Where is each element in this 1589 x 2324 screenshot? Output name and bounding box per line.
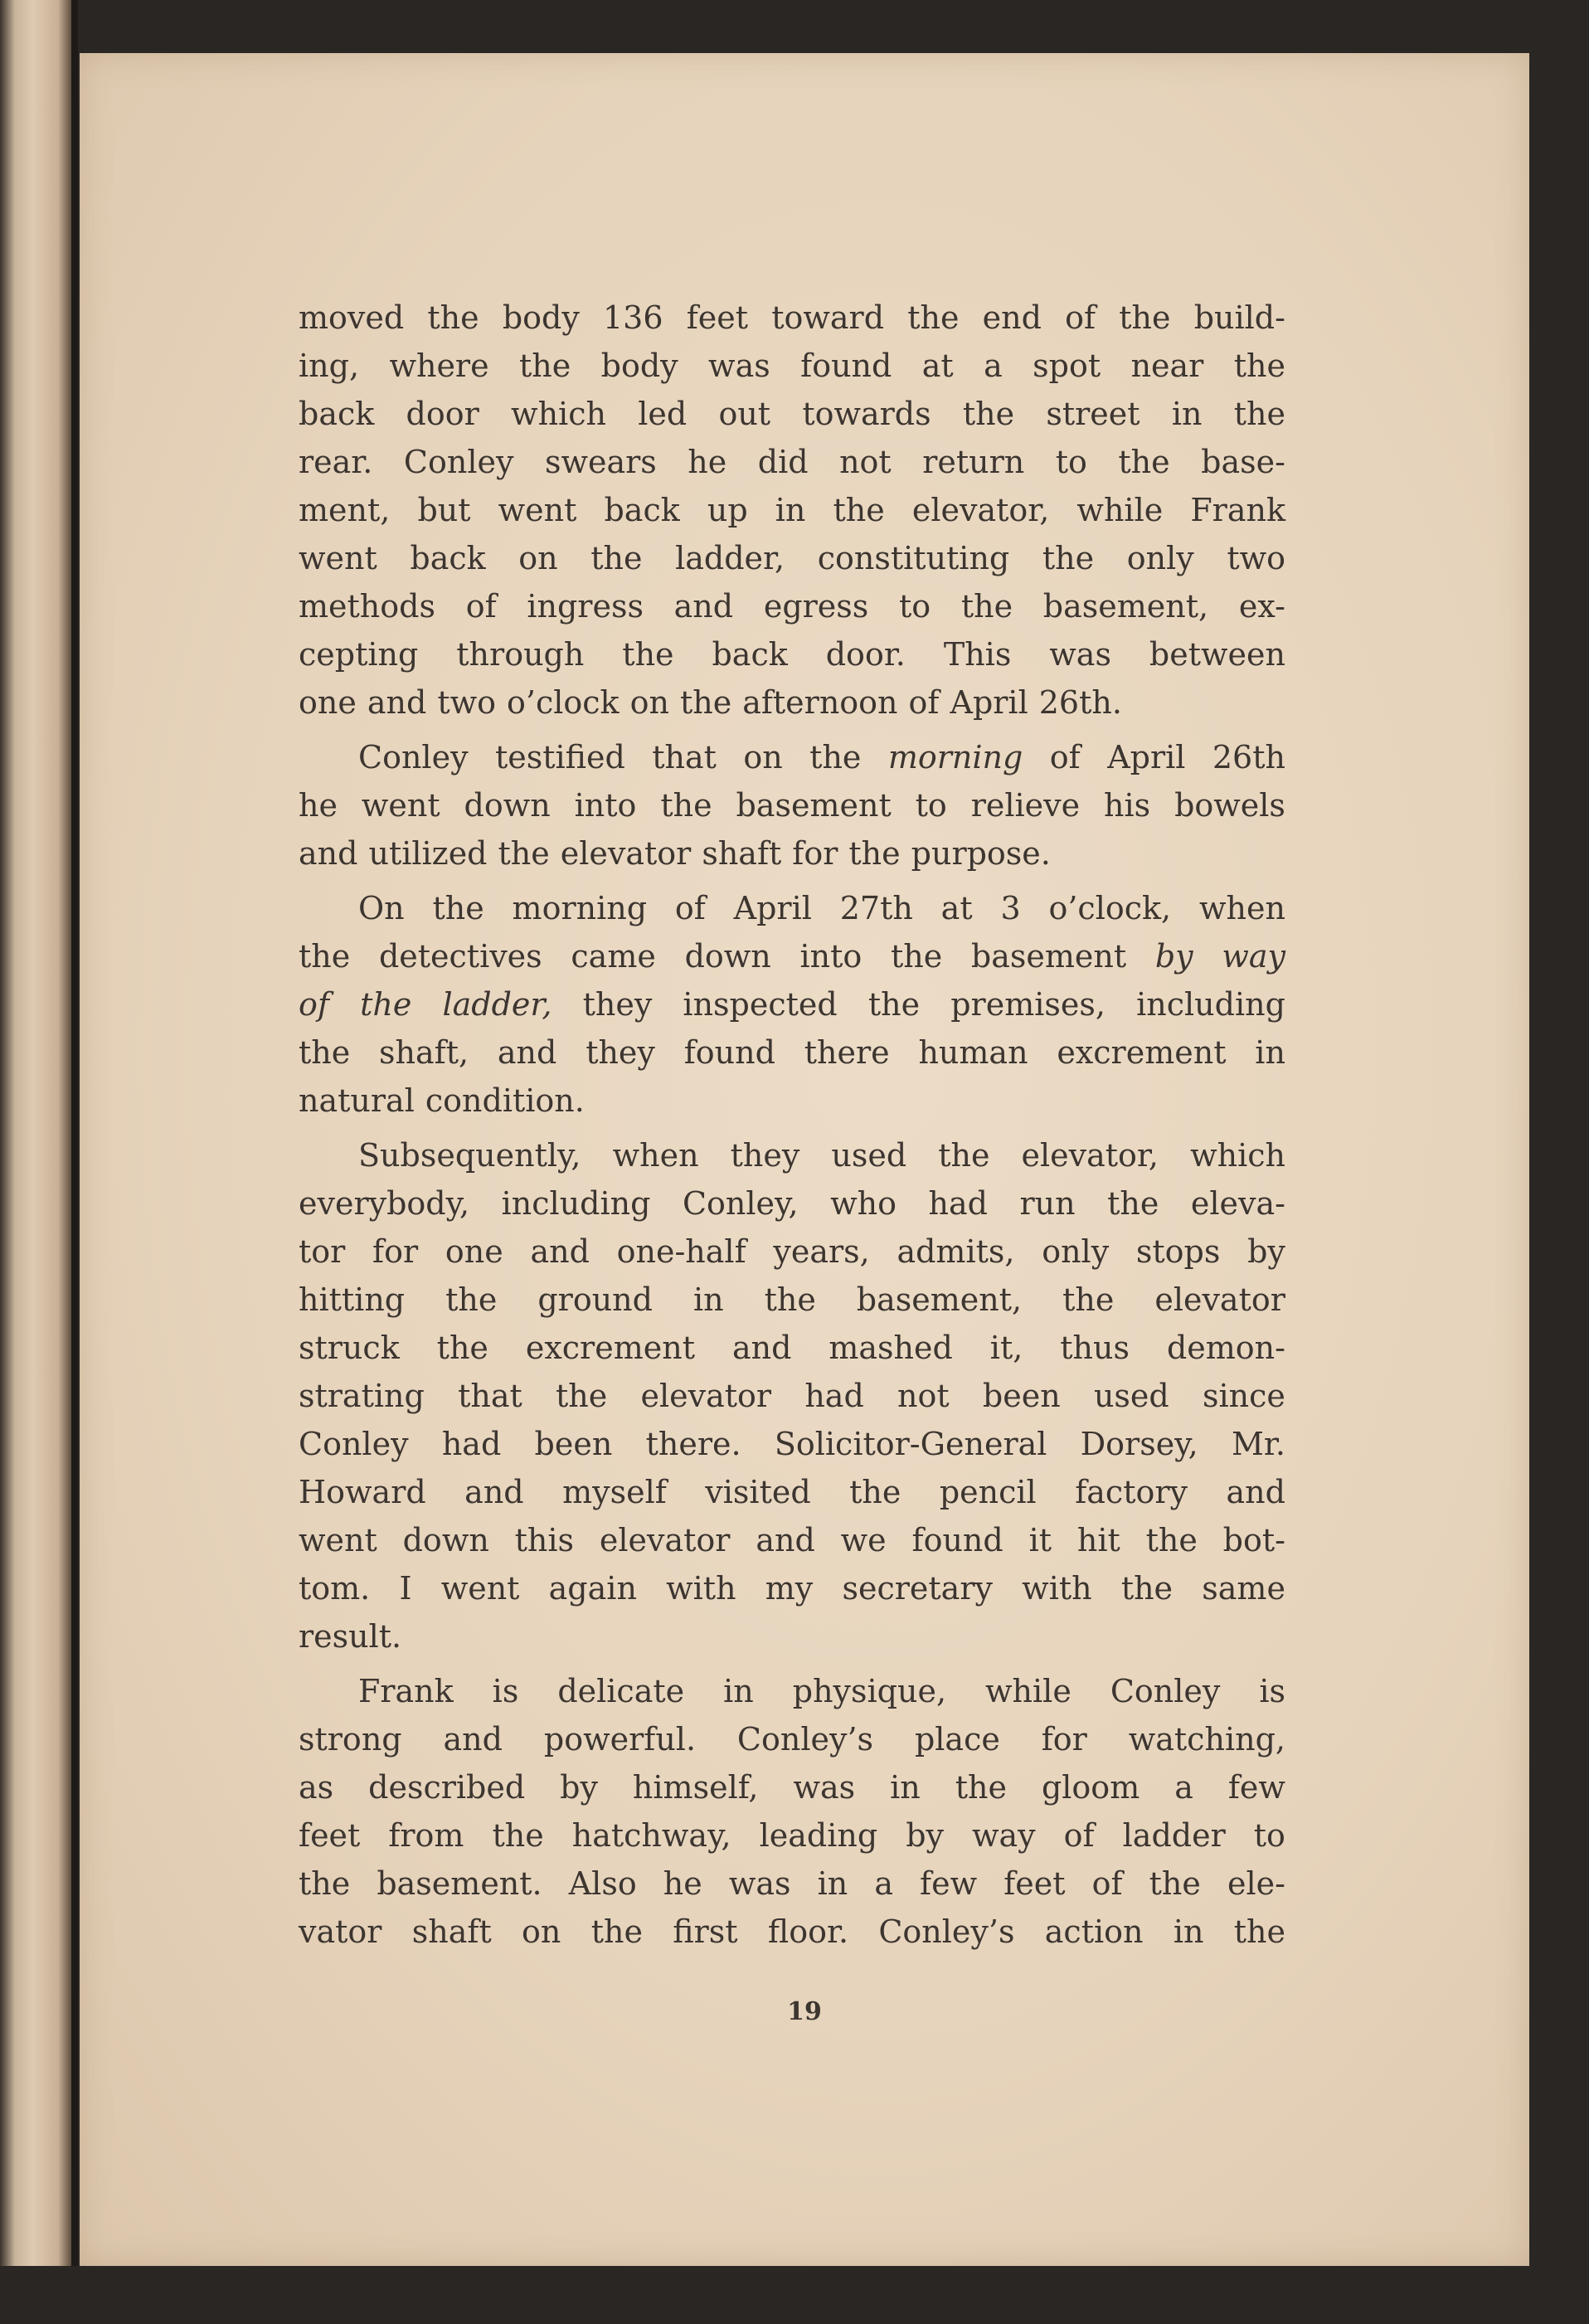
text-line: Subsequently, when they used the elevator, which <box>358 1137 1285 1174</box>
body-text <box>299 294 1285 1956</box>
text-line: one and two o’clock on the afternoon of April 26th. <box>299 684 1122 721</box>
text-line: Conley had been there. Solicitor-General Dorsey, Mr. <box>299 1426 1285 1462</box>
text-line: feet from the hatchway, leading by way of ladder to <box>299 1817 1285 1854</box>
paragraph <box>299 733 1285 878</box>
text-line: ment, but went back up in the elevator, while Frank <box>299 492 1285 528</box>
text-line: moved the body 136 feet toward the end of the build- <box>299 299 1285 336</box>
text-line: as described by himself, was in the gloom a few <box>299 1769 1285 1806</box>
text-line: Frank is delicate in physique, while Conley is <box>358 1673 1285 1709</box>
text-line: result. <box>299 1618 402 1655</box>
previous-page-edge <box>0 0 76 2324</box>
paragraph <box>299 884 1285 1125</box>
text-line: everybody, including Conley, who had run the eleva- <box>299 1185 1285 1222</box>
scan-bottom-border <box>0 2266 1589 2324</box>
text-line: vator shaft on the first floor. Conley’s action in the <box>299 1913 1285 1950</box>
paragraph <box>299 294 1285 727</box>
paragraph <box>299 1131 1285 1660</box>
text-line: struck the excrement and mashed it, thus demon- <box>299 1330 1285 1366</box>
binding-gutter <box>71 0 78 2324</box>
text-line: natural condition. <box>299 1082 585 1119</box>
text-line: of the ladder, they inspected the premises, including <box>299 986 1285 1023</box>
text-line: hitting the ground in the basement, the elevator <box>299 1281 1285 1318</box>
page-number: 19 <box>787 1997 822 2026</box>
text-line: the detectives came down into the basement by way <box>299 938 1285 975</box>
text-line: methods of ingress and egress to the basement, ex- <box>299 588 1285 625</box>
text-line: Howard and myself visited the pencil factory and <box>299 1474 1285 1510</box>
text-line: rear. Conley swears he did not return to the base- <box>299 444 1285 480</box>
text-line: back door which led out towards the street in the <box>299 396 1285 432</box>
text-line: strating that the elevator had not been used since <box>299 1378 1285 1414</box>
text-line: went back on the ladder, constituting the only two <box>299 540 1285 576</box>
text-line: On the morning of April 27th at 3 o’clock, when <box>358 890 1285 926</box>
text-line: tor for one and one-half years, admits, only stops by <box>299 1233 1285 1270</box>
text-line: and utilized the elevator shaft for the purpose. <box>299 835 1051 872</box>
text-line: he went down into the basement to relieve his bowels <box>299 787 1285 824</box>
text-line: the shaft, and they found there human excrement in <box>299 1034 1285 1071</box>
book-page <box>80 53 1529 2266</box>
text-line: Conley testified that on the morning of April 26th <box>358 739 1285 775</box>
text-line: tom. I went again with my secretary with the same <box>299 1570 1285 1607</box>
paragraph <box>299 1667 1285 1956</box>
text-line: went down this elevator and we found it hit the bot- <box>299 1522 1285 1558</box>
text-line: strong and powerful. Conley’s place for watching, <box>299 1721 1285 1758</box>
text-line: the basement. Also he was in a few feet of the ele- <box>299 1865 1285 1902</box>
text-line: ing, where the body was found at a spot near the <box>299 348 1285 384</box>
text-line: cepting through the back door. This was between <box>299 636 1285 673</box>
